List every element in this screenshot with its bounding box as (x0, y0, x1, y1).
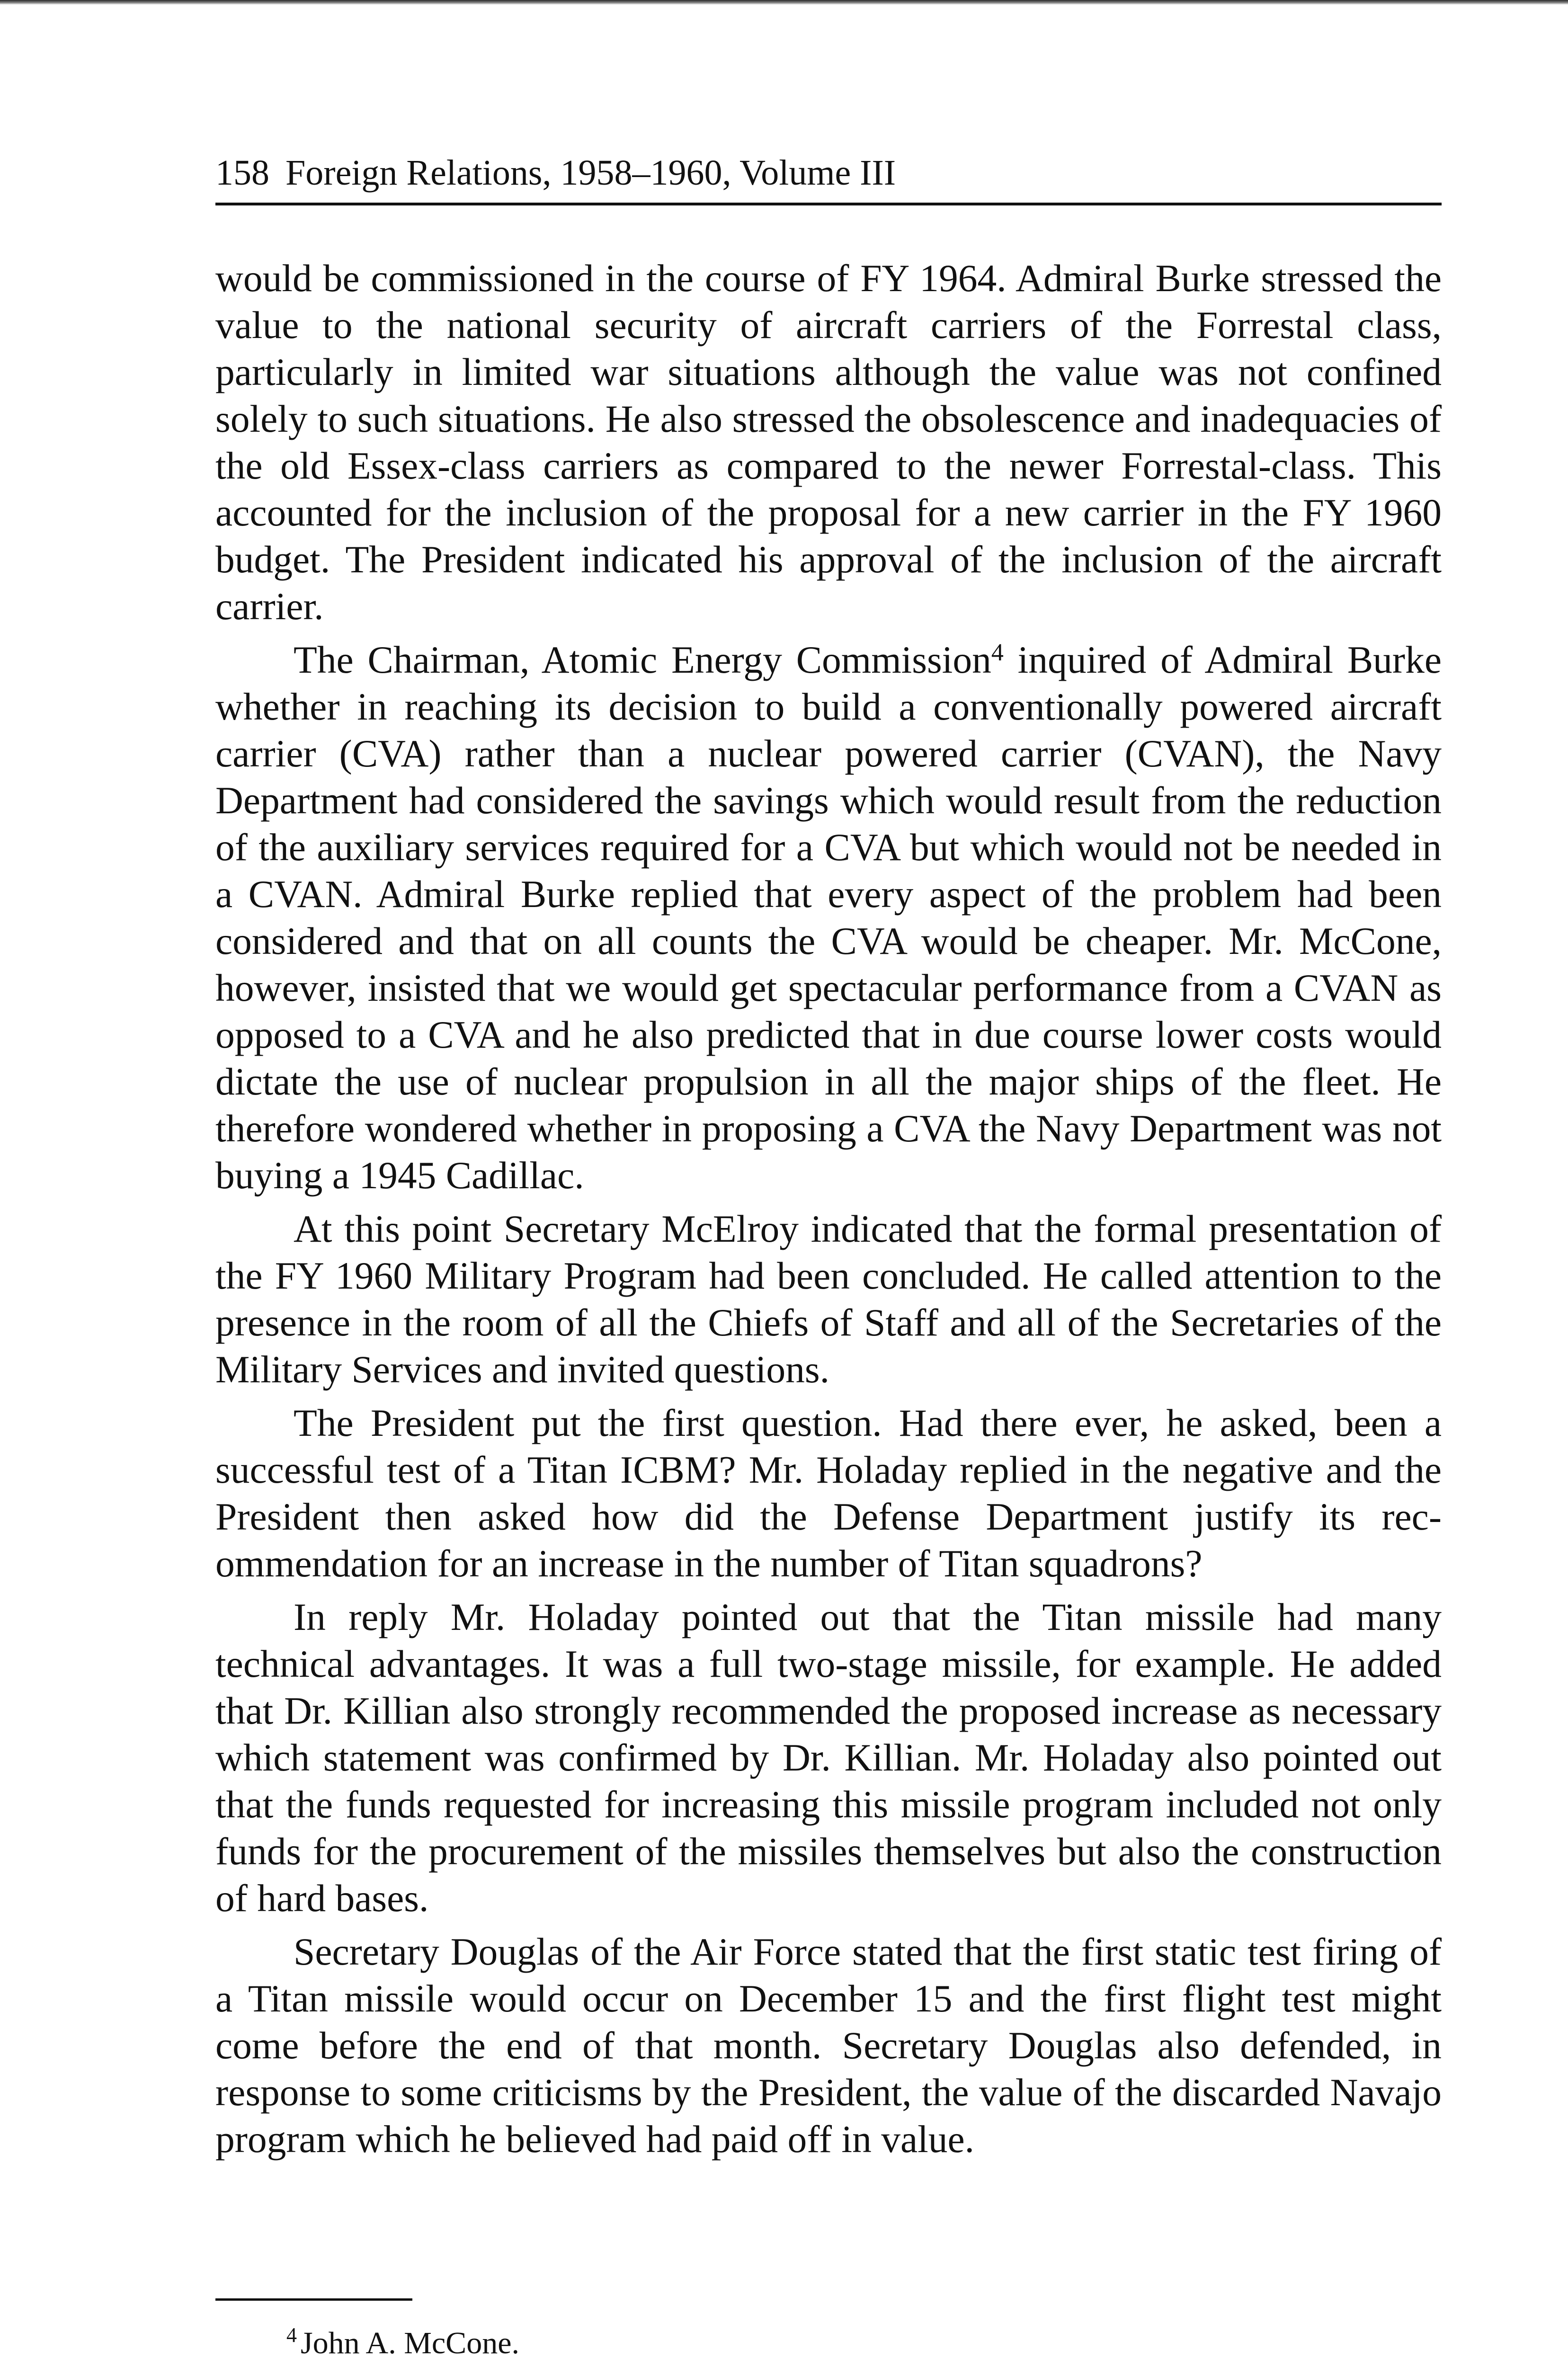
paragraph-2-text-after-note: inquired of Admiral Burke whether in reaching its decision to build a conventionally powered aircraft carrier (CVA) rather than a nuclear powered carrier (CVAN), the Navy Department had considered the savings which would result from the reduction of the auxiliary services required for a CVA but which would not be needed in a CVAN. Admiral Burke replied that every aspect of the problem had been considered and that on all counts the CVA would be cheaper. Mr. McCone, however, insisted that we would get spectacular performance from a CVAN as opposed to a CVA and he also predicted that in due course lower costs would dictate the use of nuclear propulsion in all the major ships of the fleet. He therefore wondered whether in proposing a CVA the Navy Department was not buying a 1945 Cadillac. (215, 638, 1442, 1197)
footnote-reference: 4 (991, 639, 1004, 666)
footnote-marker: 4 (286, 2323, 297, 2347)
body-text (215, 255, 1442, 2169)
footnote-text: John A. McCone. (301, 2326, 519, 2360)
page-number: 158 (215, 153, 269, 193)
footnote (286, 2322, 519, 2365)
running-head (215, 147, 1442, 205)
paragraph-2-text-before-note: The Chairman, Atomic Energy Commission (294, 638, 991, 681)
paragraph-2 (215, 636, 1442, 1199)
running-title: Foreign Relations, 1958–1960, Volume III (285, 153, 896, 193)
paragraph-1: would be commissioned in the course of FY 1964. Admiral Burke stressed the value to the national security of aircraft carriers of the Forrestal class, particularly in limited war situations although the value was not confined solely to such situations. He also stressed the obsolescence and inadequacies of the old Essex-class carriers as compared to the newer Forrestal-class. This accounted for the inclusion of the proposal for a new carrier in the FY 1960 budget. The President indicated his approval of the inclusion of the aircraft carrier. (215, 257, 1442, 628)
scan-top-edge (0, 0, 1568, 5)
paragraph-4: The President put the first question. Had there ever, he asked, been a successful test of a Titan ICBM? Mr. Holaday replied in the negative and the President then asked how did the Defense Department justify its recommendation for an increase in the number of Titan squadrons? (215, 1401, 1442, 1585)
footnote-divider (215, 2298, 412, 2301)
paragraph-6: Secretary Douglas of the Air Force stated that the first static test firing of a Titan missile would occur on December 15 and the first flight test might come before the end of that month. Secretary Douglas also defended, in response to some criticisms by the President, the value of the discarded Navajo program which he believed had paid off in value. (215, 1930, 1442, 2161)
paragraph-5: In reply Mr. Holaday pointed out that the Titan missile had many technical advantages. It was a full two-stage missile, for example. He added that Dr. Killian also strongly recommended the proposed increase as necessary which statement was confirmed by Dr. Killian. Mr. Holaday also pointed out that the funds requested for increasing this missile program included not only funds for the procurement of the missiles themselves but also the construction of hard bases. (215, 1595, 1442, 1920)
paragraph-3: At this point Secretary McElroy indicated that the formal presentation of the FY 1960 Military Program had been concluded. He called attention to the presence in the room of all the Chiefs of Staff and all of the Secretaries of the Military Services and invited questions. (215, 1207, 1442, 1391)
